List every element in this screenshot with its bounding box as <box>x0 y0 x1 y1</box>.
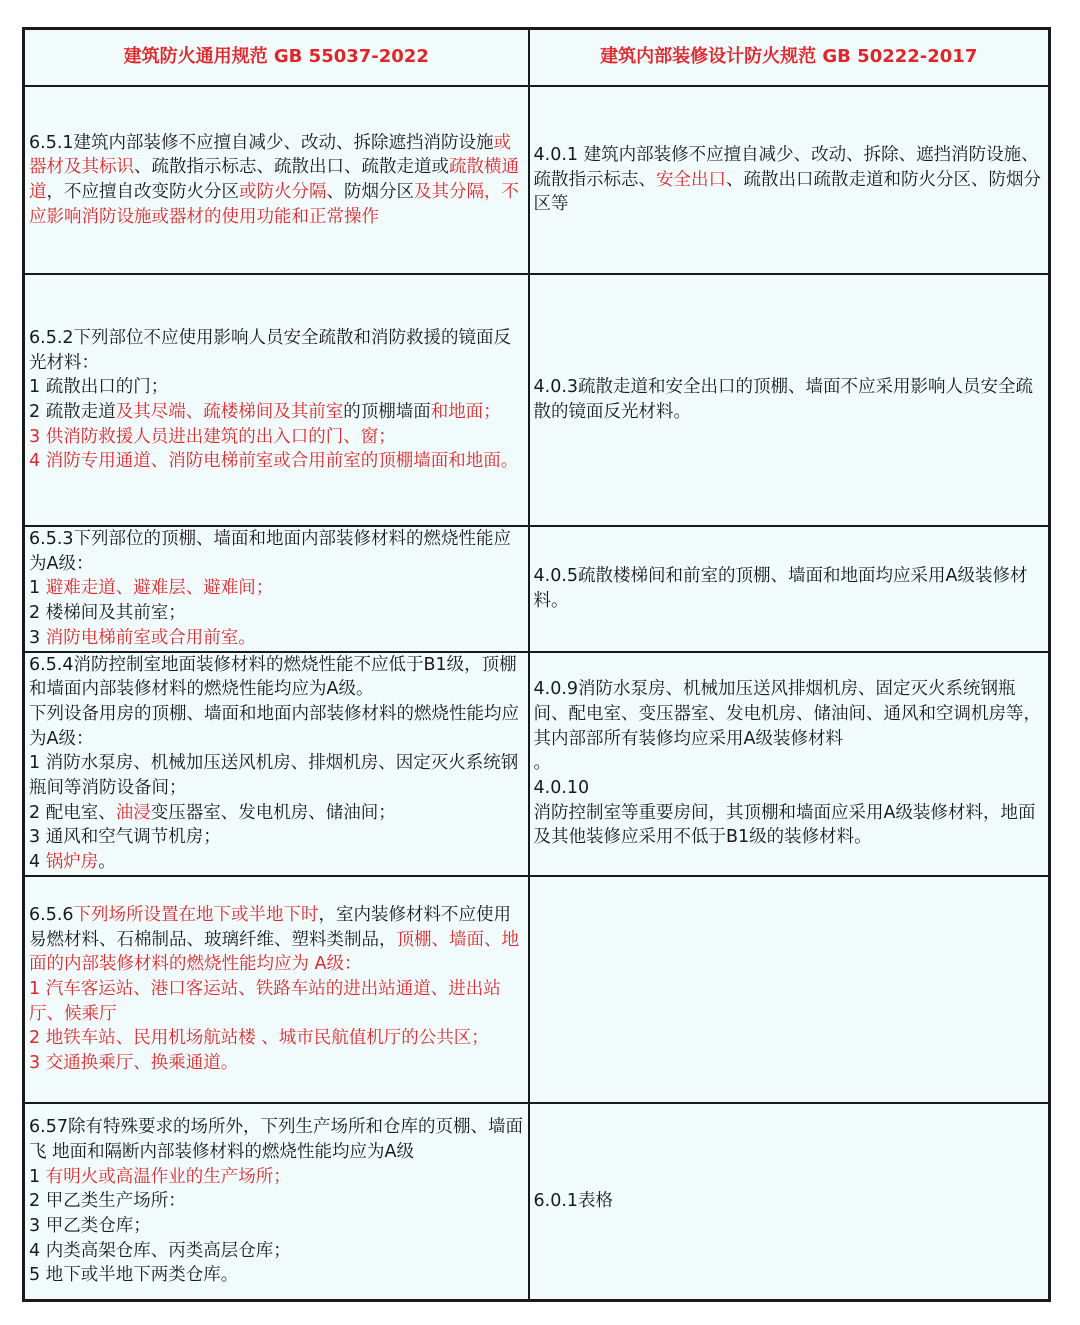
text-line <box>534 143 1045 217</box>
left-cell <box>24 1103 529 1301</box>
table-row <box>24 652 1050 876</box>
highlighted-text: 消防电梯前室或合用前室。 <box>45 627 256 648</box>
text-line <box>29 1026 524 1051</box>
text-line <box>534 801 1045 850</box>
text-line <box>29 1115 524 1164</box>
body-text: ，不应擅自改变防火分区 <box>46 182 239 202</box>
text-line <box>534 375 1045 424</box>
body-text: 6.5.2下列部位不应使用影响人员安全疏散和消防救援的镜面反光材料： <box>29 327 512 373</box>
right-cell <box>529 274 1050 526</box>
text-line <box>29 801 524 826</box>
text-line <box>29 626 524 651</box>
text-line <box>534 776 1045 801</box>
body-text: 6.5.4消防控制室地面装修材料的燃烧性能不应低于B1级，顶棚和墙面内部装修材料的燃烧性能均应为A级。 <box>29 654 517 700</box>
highlighted-text: 1 汽车客运站、港口客运站、铁路车站的进出站通道、进出站厅、候乘厅 <box>29 978 501 1024</box>
body-text: ，室内装修材料不应使用易燃材料、石棉制品、玻璃纤维、塑料类制品， <box>29 904 512 950</box>
table-row <box>24 86 1050 274</box>
body-text: 1 疏散出口的门； <box>29 377 169 398</box>
body-text: 4 内类高架仓库、丙类高层仓库； <box>29 1240 291 1261</box>
left-cell <box>24 86 529 274</box>
body-text: 3 甲乙类仓库； <box>29 1215 151 1236</box>
highlighted-text: 有明火或高温作业的生产场所； <box>45 1166 291 1187</box>
highlighted-text: 避难走道、避难层、避难间； <box>45 578 274 599</box>
highlighted-text: 及其分隔，不应影响消防设施或器材的使用功能和正常操作 <box>29 182 519 227</box>
text-line <box>29 825 524 850</box>
text-line <box>534 564 1045 613</box>
text-line <box>29 375 524 400</box>
text-line <box>29 449 524 474</box>
left-cell <box>24 274 529 526</box>
highlighted-text: 3 供消防救援人员进出建筑的出入口的门、窗； <box>29 426 396 447</box>
highlighted-text: 或器材及其标识 <box>29 132 512 178</box>
body-text: 4.0.10 <box>533 778 590 799</box>
highlighted-text: 及其尽端、疏楼梯间及其前室 <box>115 402 344 422</box>
text-line <box>29 1214 524 1239</box>
highlighted-text: 安全出口 <box>656 169 726 190</box>
right-cell <box>529 876 1050 1103</box>
highlighted-text: 3 交通换乘厅、换乘通道。 <box>29 1053 239 1074</box>
highlighted-text: 锅炉房 <box>45 852 99 873</box>
highlighted-text: 或防火分隔 <box>239 182 327 202</box>
body-text: 的顶棚墙面 <box>343 402 431 422</box>
body-text: 1 <box>29 578 46 599</box>
body-text: 4.0.3疏散走道和安全出口的顶棚、墙面不应采用影响人员安全疏散的镜面反光材料。 <box>533 377 1034 422</box>
table-row <box>24 1103 1050 1301</box>
text-line <box>29 1239 524 1264</box>
text-line <box>29 527 524 576</box>
body-text: 2 疏散走道 <box>29 402 116 422</box>
text-line <box>534 1189 1045 1214</box>
right-cell <box>529 652 1050 876</box>
right-cell <box>529 86 1050 274</box>
table-row <box>24 876 1050 1103</box>
body-text: 。 <box>98 852 116 873</box>
body-text: 6.5.1建筑内部装修不应擅自减少、改动、拆除遮挡消防设施 <box>29 132 494 153</box>
text-line <box>29 1189 524 1214</box>
body-text: 6.57除有特殊要求的场所外，下列生产场所和仓库的页棚、墙面飞 地面和隔断内部装修材料的燃烧性能均应为A级 <box>29 1117 523 1162</box>
text-line <box>29 326 524 375</box>
header-right-standard: 建筑内部装修设计防火规范 GB 50222-2017 <box>529 29 1050 87</box>
body-text: 4.0.9消防水泵房、机械加压送风排烟机房、固定灭火系统钢瓶间、配电室、变压器室、发电机房、储油间、通风和空调机房等，其内部部所有装修均应采用A级装修材料 <box>533 679 1041 749</box>
table-row <box>24 274 1050 526</box>
text-line <box>29 425 524 450</box>
body-text: 1 <box>29 1166 46 1187</box>
highlighted-text: 2 地铁车站、民用机场航站楼 、城市民航值机厅的公共区； <box>29 1028 489 1049</box>
body-text: 、疏散出口疏散走道和防火分区、防烟分区等 <box>533 169 1041 215</box>
text-line <box>29 653 524 702</box>
text-line <box>29 601 524 626</box>
text-line <box>534 677 1045 751</box>
right-cell <box>529 1103 1050 1301</box>
body-text: 6.5.6 <box>29 904 74 925</box>
body-text: 1 消防水泵房、机械加压送风机房、排烟机房、因定灭火系统钢瓶间等消防设备间； <box>29 753 519 799</box>
text-line <box>29 903 524 977</box>
text-line <box>29 576 524 601</box>
body-text: 3 <box>29 627 46 648</box>
highlighted-text: 和地面； <box>430 402 501 422</box>
text-line <box>29 977 524 1026</box>
header-row <box>24 29 1050 87</box>
text-line <box>29 751 524 800</box>
body-text: 2 楼梯间及其前室； <box>29 603 186 624</box>
body-text: 4.0.1 建筑内部装修不应擅自减少、改动、拆除、遮挡消防设施、疏散指示标志、 <box>533 144 1039 190</box>
body-text: 消防控制室等重要房间，其顶棚和墙面应采用A级装修材料，地面及其他装修应采用不低于B1级的装修材料。 <box>533 802 1036 848</box>
text-line <box>534 751 1045 776</box>
text-line <box>29 1165 524 1190</box>
body-text: 4.0.5疏散楼梯间和前室的顶棚、墙面和地面均应采用A级装修材料。 <box>533 566 1028 611</box>
body-text: 2 配电室、 <box>29 802 116 823</box>
body-text: 下列设备用房的顶棚、墙面和地面内部装修材料的燃烧性能均应为A级： <box>29 703 519 749</box>
highlighted-text: 下列场所设置在地下或半地下时 <box>73 904 319 925</box>
table-row <box>24 526 1050 652</box>
comparison-table <box>22 27 1051 1302</box>
highlighted-text: 顶棚、墙面、地面的内部装修材料的燃烧性能均应为 A级： <box>29 929 519 975</box>
body-text: 2 甲乙类生产场所： <box>29 1191 186 1212</box>
body-text: 6.5.3下列部位的顶棚、墙面和地面内部装修材料的燃烧性能应为A级： <box>29 529 512 574</box>
text-line <box>29 850 524 875</box>
body-text: 、防烟分区 <box>326 182 414 202</box>
text-line <box>29 131 524 230</box>
right-cell <box>529 526 1050 652</box>
body-text: 。 <box>533 753 551 774</box>
left-cell <box>24 876 529 1103</box>
text-line <box>29 400 524 425</box>
left-cell <box>24 652 529 876</box>
text-line <box>29 1263 524 1288</box>
body-text: 3 通风和空气调节机房； <box>29 827 221 848</box>
body-text: 变压器室、发电机房、储油间； <box>150 802 396 823</box>
text-line <box>29 1051 524 1076</box>
body-text: 6.0.1表格 <box>533 1191 614 1212</box>
header-left-standard: 建筑防火通用规范 GB 55037-2022 <box>24 29 529 87</box>
text-line <box>29 702 524 751</box>
body-text: 、疏散指示标志、疏散出口、疏散走道或 <box>134 157 449 178</box>
body-text: 4 <box>29 852 46 873</box>
highlighted-text: 油浸 <box>115 802 151 823</box>
left-cell <box>24 526 529 652</box>
highlighted-text: 疏散横通道 <box>29 157 519 202</box>
highlighted-text: 4 消防专用通道、消防电梯前室或合用前室的顶棚墙面和地面。 <box>29 451 519 472</box>
body-text: 5 地下或半地下两类仓库。 <box>29 1265 239 1286</box>
